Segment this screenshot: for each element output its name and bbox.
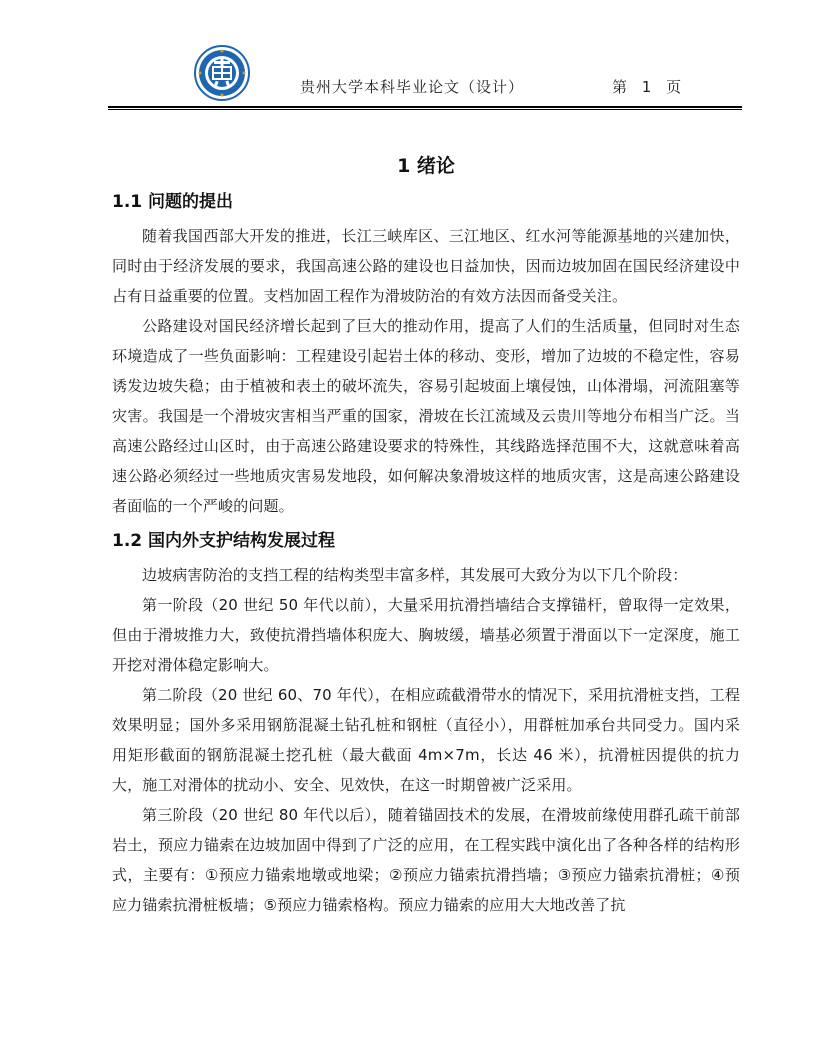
- paragraph: 边坡病害防治的支挡工程的结构类型丰富多样，其发展可大致分为以下几个阶段：: [142, 566, 688, 584]
- paragraph: 随着我国西部大开发的推进，长江三峡库区、三江地区、红水河等能源基地的兴建加快，同时由于经济发展的要求，我国高速公路的建设也日益加快，因而边坡加固在国民经济建设中占有日益重要的位置。支档加固工程作为滑坡防治的有效方法因而备受关注。: [112, 227, 740, 305]
- section-title-1-1: 1.1 问题的提出: [112, 192, 234, 212]
- university-logo-icon: [194, 45, 250, 101]
- chapter-title: 1 绪论: [397, 155, 455, 177]
- document-body: [112, 150, 740, 920]
- header-divider: [108, 106, 742, 108]
- paragraph: 公路建设对国民经济增长起到了巨大的推动作用，提高了人们的生活质量，但同时对生态环境造成了一些负面影响：工程建设引起岩土体的移动、变形，增加了边坡的不稳定性，容易诱发边坡失稳；由于植被和表土的破坏流失，容易引起坡面上壤侵蚀，山体滑塌，河流阻塞等灾害。我国是一个滑坡灾害相当严重的国家，滑坡在长江流域及云贵川等地分布相当广泛。当高速公路经过山区时，由于高速公路建设要求的特殊性，其线路选择范围不大，这就意味着高速公路必须经过一些地质灾害易发地段，如何解决象滑坡这样的地质灾害，这是高速公路建设者面临的一个严峻的问题。: [112, 317, 740, 515]
- page-number-label: 第 1 页: [612, 78, 682, 96]
- paragraph: 第三阶段（20 世纪 80 年代以后），随着锚固技术的发展，在滑坡前缘使用群孔疏干前部岩土，预应力锚索在边坡加固中得到了广泛的应用，在工程实践中演化出了各种各样的结构形式，主要有：①预应力锚索地墩或地梁；②预应力锚索抗滑挡墙；③预应力锚索抗滑桩；④预应力锚索抗滑桩板墙；⑤预应力锚索格构。预应力锚索的应用大大地改善了抗: [112, 806, 740, 914]
- header-divider-thin: [108, 109, 742, 110]
- header-title: 贵州大学本科毕业论文（设计）: [300, 78, 525, 96]
- paragraph: 第一阶段（20 世纪 50 年代以前），大量采用抗滑挡墙结合支撑锚杆，曾取得一定效果，但由于滑坡推力大，致使抗滑挡墙体积庞大、胸坡缓，墙基必须置于滑面以下一定深度，施工开挖对滑体稳定影响大。: [112, 596, 740, 674]
- paragraph: 第二阶段（20 世纪 60、70 年代），在相应疏截滑带水的情况下，采用抗滑桩支挡，工程效果明显；国外多采用钢筋混凝土钻孔桩和钢桩（直径小），用群桩加承台共同受力。国内采用矩形截面的钢筋混凝土挖孔桩（最大截面 4m×7m，长达 46 米），抗滑桩因提供的抗力大，施工对滑体的扰动小、安全、见效快，在这一时期曾被广泛采用。: [112, 686, 740, 794]
- section-title-1-2: 1.2 国内外支护结构发展过程: [112, 531, 336, 551]
